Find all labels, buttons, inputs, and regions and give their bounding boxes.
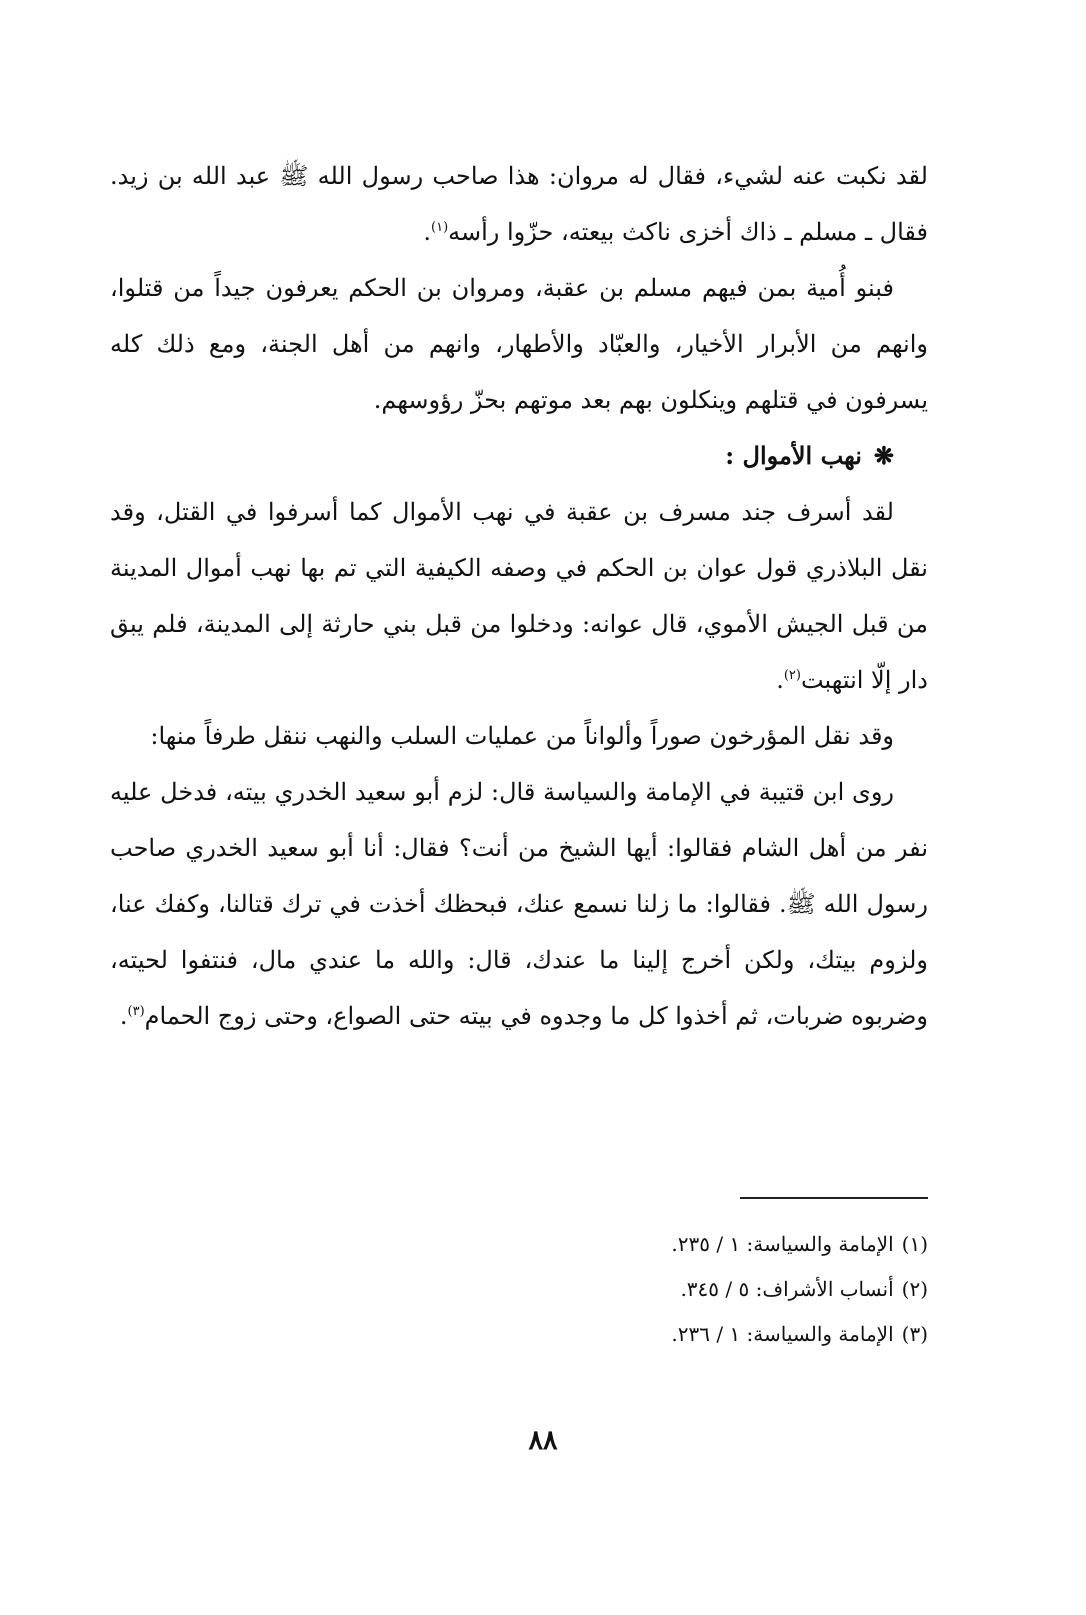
- section-heading-text: نهب الأموال :: [725, 441, 862, 470]
- footnote-2: [110, 1267, 928, 1312]
- paragraph-4-text: وقد نقل المؤرخون صوراً وألواناً من عمليات السلب والنهب ننقل طرفاً منها:: [150, 722, 894, 750]
- paragraph-3-end: .: [776, 666, 784, 694]
- paragraph-2: [110, 260, 928, 428]
- footnote-text: الإمامة والسياسة: ١ / ٢٣٦.: [671, 1322, 894, 1346]
- footnote-divider: [740, 1197, 928, 1199]
- page-number: ٨٨: [528, 1425, 558, 1456]
- asterism-icon: ❋: [873, 441, 894, 470]
- paragraph-5: [110, 764, 928, 1044]
- footnote-ref-2: (٢): [783, 668, 801, 683]
- paragraph-3-text: لقد أسرف جند مسرف بن عقبة في نهب الأموال كما أسرفوا في القتل، وقد نقل البلاذري قول عوان بن الحكم في وصفه الكيفية التي تم بها نهب أموال المدينة من قبل الجيش الأموي، قال عوانه: ودخلوا من قبل بني حارثة إلى المدينة، فلم يبق دار إلّا انتهبت: [110, 498, 928, 694]
- paragraph-1-end: .: [423, 218, 431, 246]
- footnote-ref-1: (١): [431, 220, 449, 235]
- footnote-3: [110, 1312, 928, 1357]
- footnote-1: [110, 1222, 928, 1267]
- paragraph-3: [110, 484, 928, 708]
- main-text: [110, 148, 928, 1044]
- paragraph-1-text: لقد نكبت عنه لشيء، فقال له مروان: هذا صاحب رسول الله ﷺ عبد الله بن زيد. فقال ـ مسلم ـ ذاك أخزى ناكث بيعته، حزّوا رأسه: [110, 162, 928, 246]
- footnote-number: (١): [901, 1232, 928, 1256]
- paragraph-5-end: .: [119, 1002, 128, 1030]
- paragraph-2-text: فبنو أُمية بمن فيهم مسلم بن عقبة، ومروان بن الحكم يعرفون جيداً من قتلوا، وانهم من الأبرار الأخيار، والعبّاد والأطهار، وانهم من أهل الجنة، ومع ذلك كله يسرفون في قتلهم وينكلون بهم بعد موتهم بحزّ رؤوسهم.: [110, 274, 928, 414]
- footnote-number: (٣): [901, 1322, 928, 1346]
- paragraph-1: [110, 148, 928, 260]
- footnotes: [110, 1222, 928, 1357]
- footnote-ref-3: (٣): [127, 1004, 145, 1019]
- paragraph-4: [110, 708, 928, 764]
- footnote-text: الإمامة والسياسة: ١ / ٢٣٥.: [671, 1232, 894, 1256]
- footnote-text: أنساب الأشراف: ٥ / ٣٤٥.: [680, 1277, 894, 1301]
- footnote-number: (٢): [901, 1277, 928, 1301]
- paragraph-5-text: روى ابن قتيبة في الإمامة والسياسة قال: لزم أبو سعيد الخدري بيته، فدخل عليه نفر من أهل الشام فقالوا: أيها الشيخ من أنت؟ فقال: أنا أبو سعيد الخدري صاحب رسول الله ﷺ. فقالوا: ما زلنا نسمع عنك، فبحظك أخذت في ترك قتالنا، وكفك عنا، ولزوم بيتك، ولكن أخرج إلينا ما عندك، قال: والله ما عندي مال، فنتفوا لحيته، وضربوه ضربات، ثم أخذوا كل ما وجدوه في بيته حتى الصواع، وحتى زوج الحمام: [110, 778, 928, 1030]
- section-heading: [110, 428, 928, 484]
